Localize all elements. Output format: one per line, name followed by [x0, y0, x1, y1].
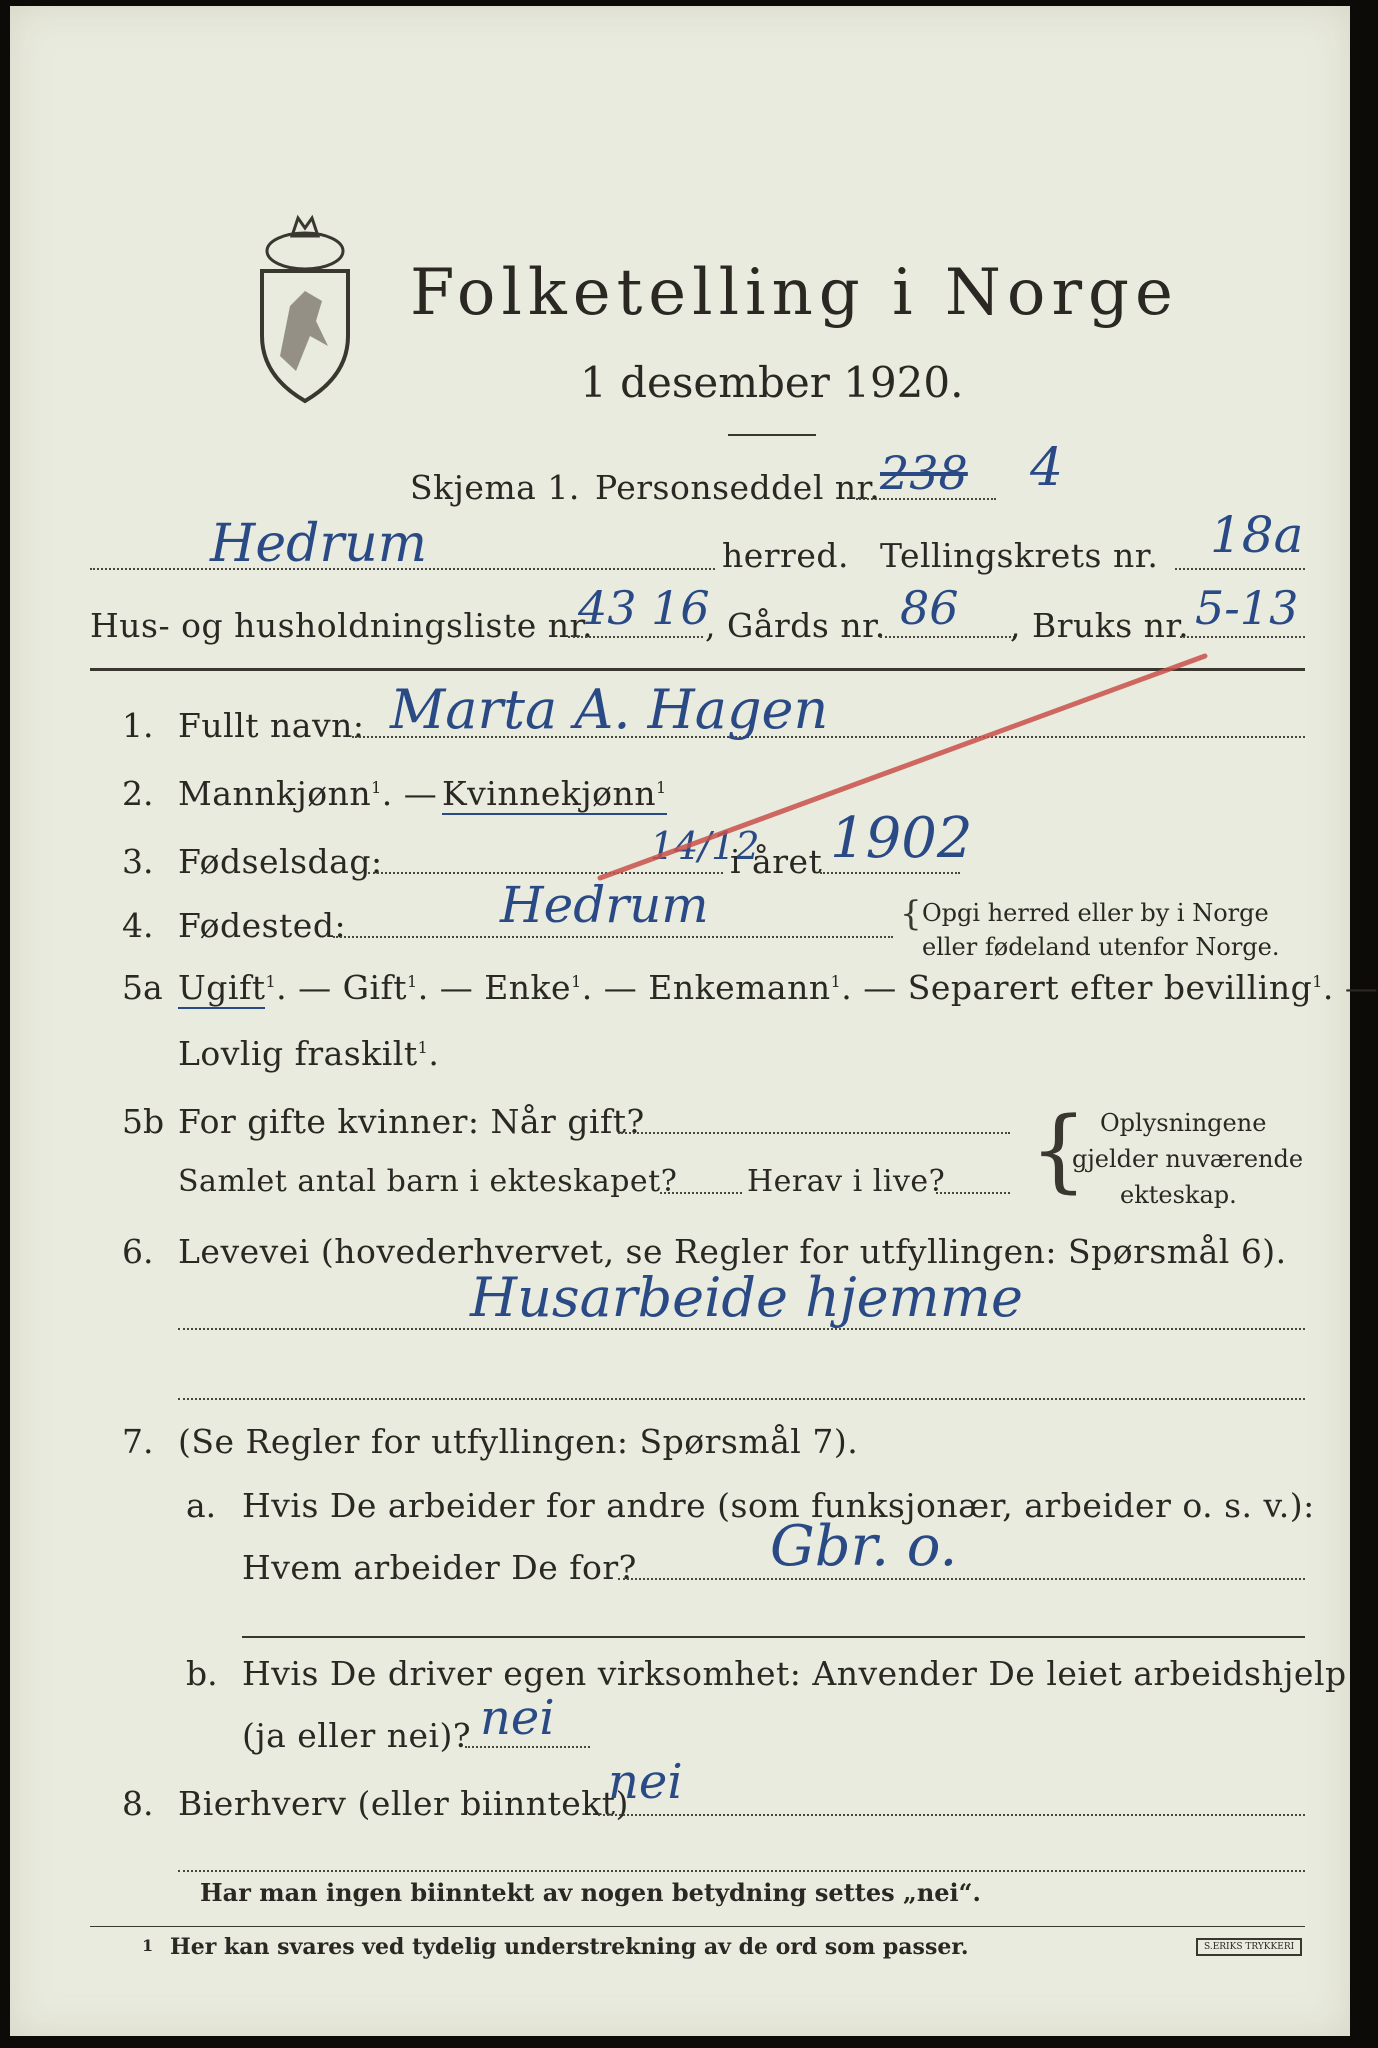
q7b-text: Hvis De driver egen virksomhet: Anvender De leiet arbeidshjelp: [242, 1654, 1347, 1693]
q1-number: 1.: [122, 706, 154, 745]
q5a-number: 5a: [122, 968, 163, 1007]
red-diagonal-mark: [10, 6, 1350, 2036]
q5b-note-1: Oplysningene: [1100, 1109, 1267, 1137]
footnote-mark: 1: [142, 1936, 154, 1955]
q3-number: 3.: [122, 842, 154, 881]
q5b-label-3: Herav i live?: [747, 1164, 946, 1199]
personseddel-struck-value: 238: [880, 446, 968, 500]
q5b-label-1: For gifte kvinner: Når gift?: [178, 1102, 645, 1141]
q5b-note-3: ekteskap.: [1120, 1181, 1237, 1209]
full-name-value: Marta A. Hagen: [390, 678, 829, 741]
q7-number: 7.: [122, 1422, 154, 1461]
q2-number: 2.: [122, 774, 154, 813]
bruks-label: , Bruks nr.: [1010, 606, 1190, 645]
q7-label: (Se Regler for utfyllingen: Spørsmål 7).: [178, 1422, 859, 1461]
gards-label: , Gårds nr.: [705, 606, 886, 645]
schema-label: Skjema 1.: [410, 468, 580, 507]
q2-female: Kvinnekjønn$^1$: [442, 774, 667, 813]
marital-status-options: Ugift$^1$. — Gift$^1$. — Enke$^1$. — Enkemann$^1$. — Separert efter bevilling$^1$. —: [178, 968, 1378, 1007]
tellingskrets-label: Tellingskrets nr.: [880, 536, 1159, 575]
q5b-label-2: Samlet antal barn i ekteskapet?: [178, 1164, 678, 1199]
ugift-option: Ugift: [178, 968, 266, 1007]
herred-label: herred.: [722, 536, 849, 575]
q4-note-1: Opgi herred eller by i Norge: [922, 899, 1269, 927]
birthplace-value: Hedrum: [500, 876, 709, 934]
q2-male: Mannkjønn$^1$. —: [178, 774, 438, 813]
q3-year-label: i året: [730, 842, 823, 881]
side-income-value: nei: [608, 1754, 683, 1810]
q5b-note-2: gjelder nuværende: [1072, 1145, 1304, 1173]
q5b-number: 5b: [122, 1102, 165, 1141]
q6-number: 6.: [122, 1232, 154, 1271]
q4-note-2: eller fødeland utenfor Norge.: [922, 933, 1280, 961]
herred-value: Hedrum: [210, 514, 428, 574]
q1-label: Fullt navn:: [178, 706, 365, 745]
q8-number: 8.: [122, 1784, 154, 1823]
bruks-value: 5-13: [1195, 581, 1299, 635]
personseddel-label: Personseddel nr.: [595, 468, 881, 507]
census-date: 1 desember 1920.: [580, 358, 964, 407]
tellingskrets-value: 18a: [1210, 506, 1304, 564]
q7a-letter: a.: [186, 1486, 217, 1525]
census-form: Folketelling i Norge 1 desember 1920. Skjema 1. Personseddel nr. 238 4 Hedrum herred. Tellingskrets nr. 18a Hus- og husholdningsliste nr. 43 16 , Gårds nr. 86 , Bruks nr. 5-13 1. Fullt navn: Marta A. Hagen 2. Mannkjønn$^1$. — Kvinnekjønn$^1$ 3. Fødselsdag: 14/12 i året 1902 4. Fødested: Hedrum { Opgi herred eller by i Norge eller fødeland utenfor Norge. 5a Ugift$^1$. — Gift$^1$. — Enke$^1$. — Enkemann$^1$. — Separert efter bevilling$^1$. — Lovlig fraskilt$^1$. 5b For gifte kvinner: Når gift? Samlet antal barn i ekteskapet? Herav i live? { Oplysningene gjelder nuværende ekteskap. 6. Levevei (hovederhvervet, se Regler for utfyllingen: Spørsmål 6). Husarbeide hjemme 7. (Se Regler for utfyllingen: Spørsmål 7). a. Hvis De arbeider for andre (som funksjonær, arbeider o. s. v.): Hvem arbeider De for? Gbr. o. b. Hvis De driver egen virksomhet: Anvender De leiet arbeidshjelp (ja eller nei)? nei 8. Bierhverv (eller biinntekt) nei Har man ingen biinntekt av nogen betydning settes „nei“. 1 Her kan svares ved tydelig understrekning av de ord som passer. S.ERIKS TRYKKERI: [10, 6, 1350, 2036]
birth-day-value: 14/12: [650, 824, 760, 868]
q6-label: Levevei (hovederhvervet, se Regler for utfyllingen: Spørsmål 6).: [178, 1232, 1287, 1271]
q7b-question: (ja eller nei)?: [242, 1716, 472, 1755]
printer-stamp: S.ERIKS TRYKKERI: [1196, 1938, 1302, 1956]
employer-value: Gbr. o.: [770, 1514, 958, 1579]
q4-number: 4.: [122, 906, 154, 945]
personseddel-value: 4: [1030, 438, 1064, 498]
hired-help-value: nei: [480, 1690, 555, 1746]
birth-year-value: 1902: [830, 806, 973, 871]
hus-label: Hus- og husholdningsliste nr.: [90, 606, 594, 645]
q7b-letter: b.: [186, 1654, 218, 1693]
fraskilt-option: Lovlig fraskilt$^1$.: [178, 1034, 440, 1073]
q3-label: Fødselsdag:: [178, 842, 383, 881]
q4-label: Fødested:: [178, 906, 347, 945]
form-title: Folketelling i Norge: [410, 256, 1179, 330]
gards-value: 86: [900, 581, 959, 635]
q8-label: Bierhverv (eller biinntekt): [178, 1784, 629, 1823]
occupation-value: Husarbeide hjemme: [470, 1266, 1023, 1329]
footer-note: Har man ingen biinntekt av nogen betydning settes „nei“.: [200, 1878, 981, 1907]
q7a-question: Hvem arbeider De for?: [242, 1548, 637, 1587]
q7a-text: Hvis De arbeider for andre (som funksjonær, arbeider o. s. v.):: [242, 1486, 1315, 1525]
footnote-text: Her kan svares ved tydelig understrekning av de ord som passer.: [170, 1934, 969, 1960]
hus-value: 43 16: [578, 581, 710, 635]
